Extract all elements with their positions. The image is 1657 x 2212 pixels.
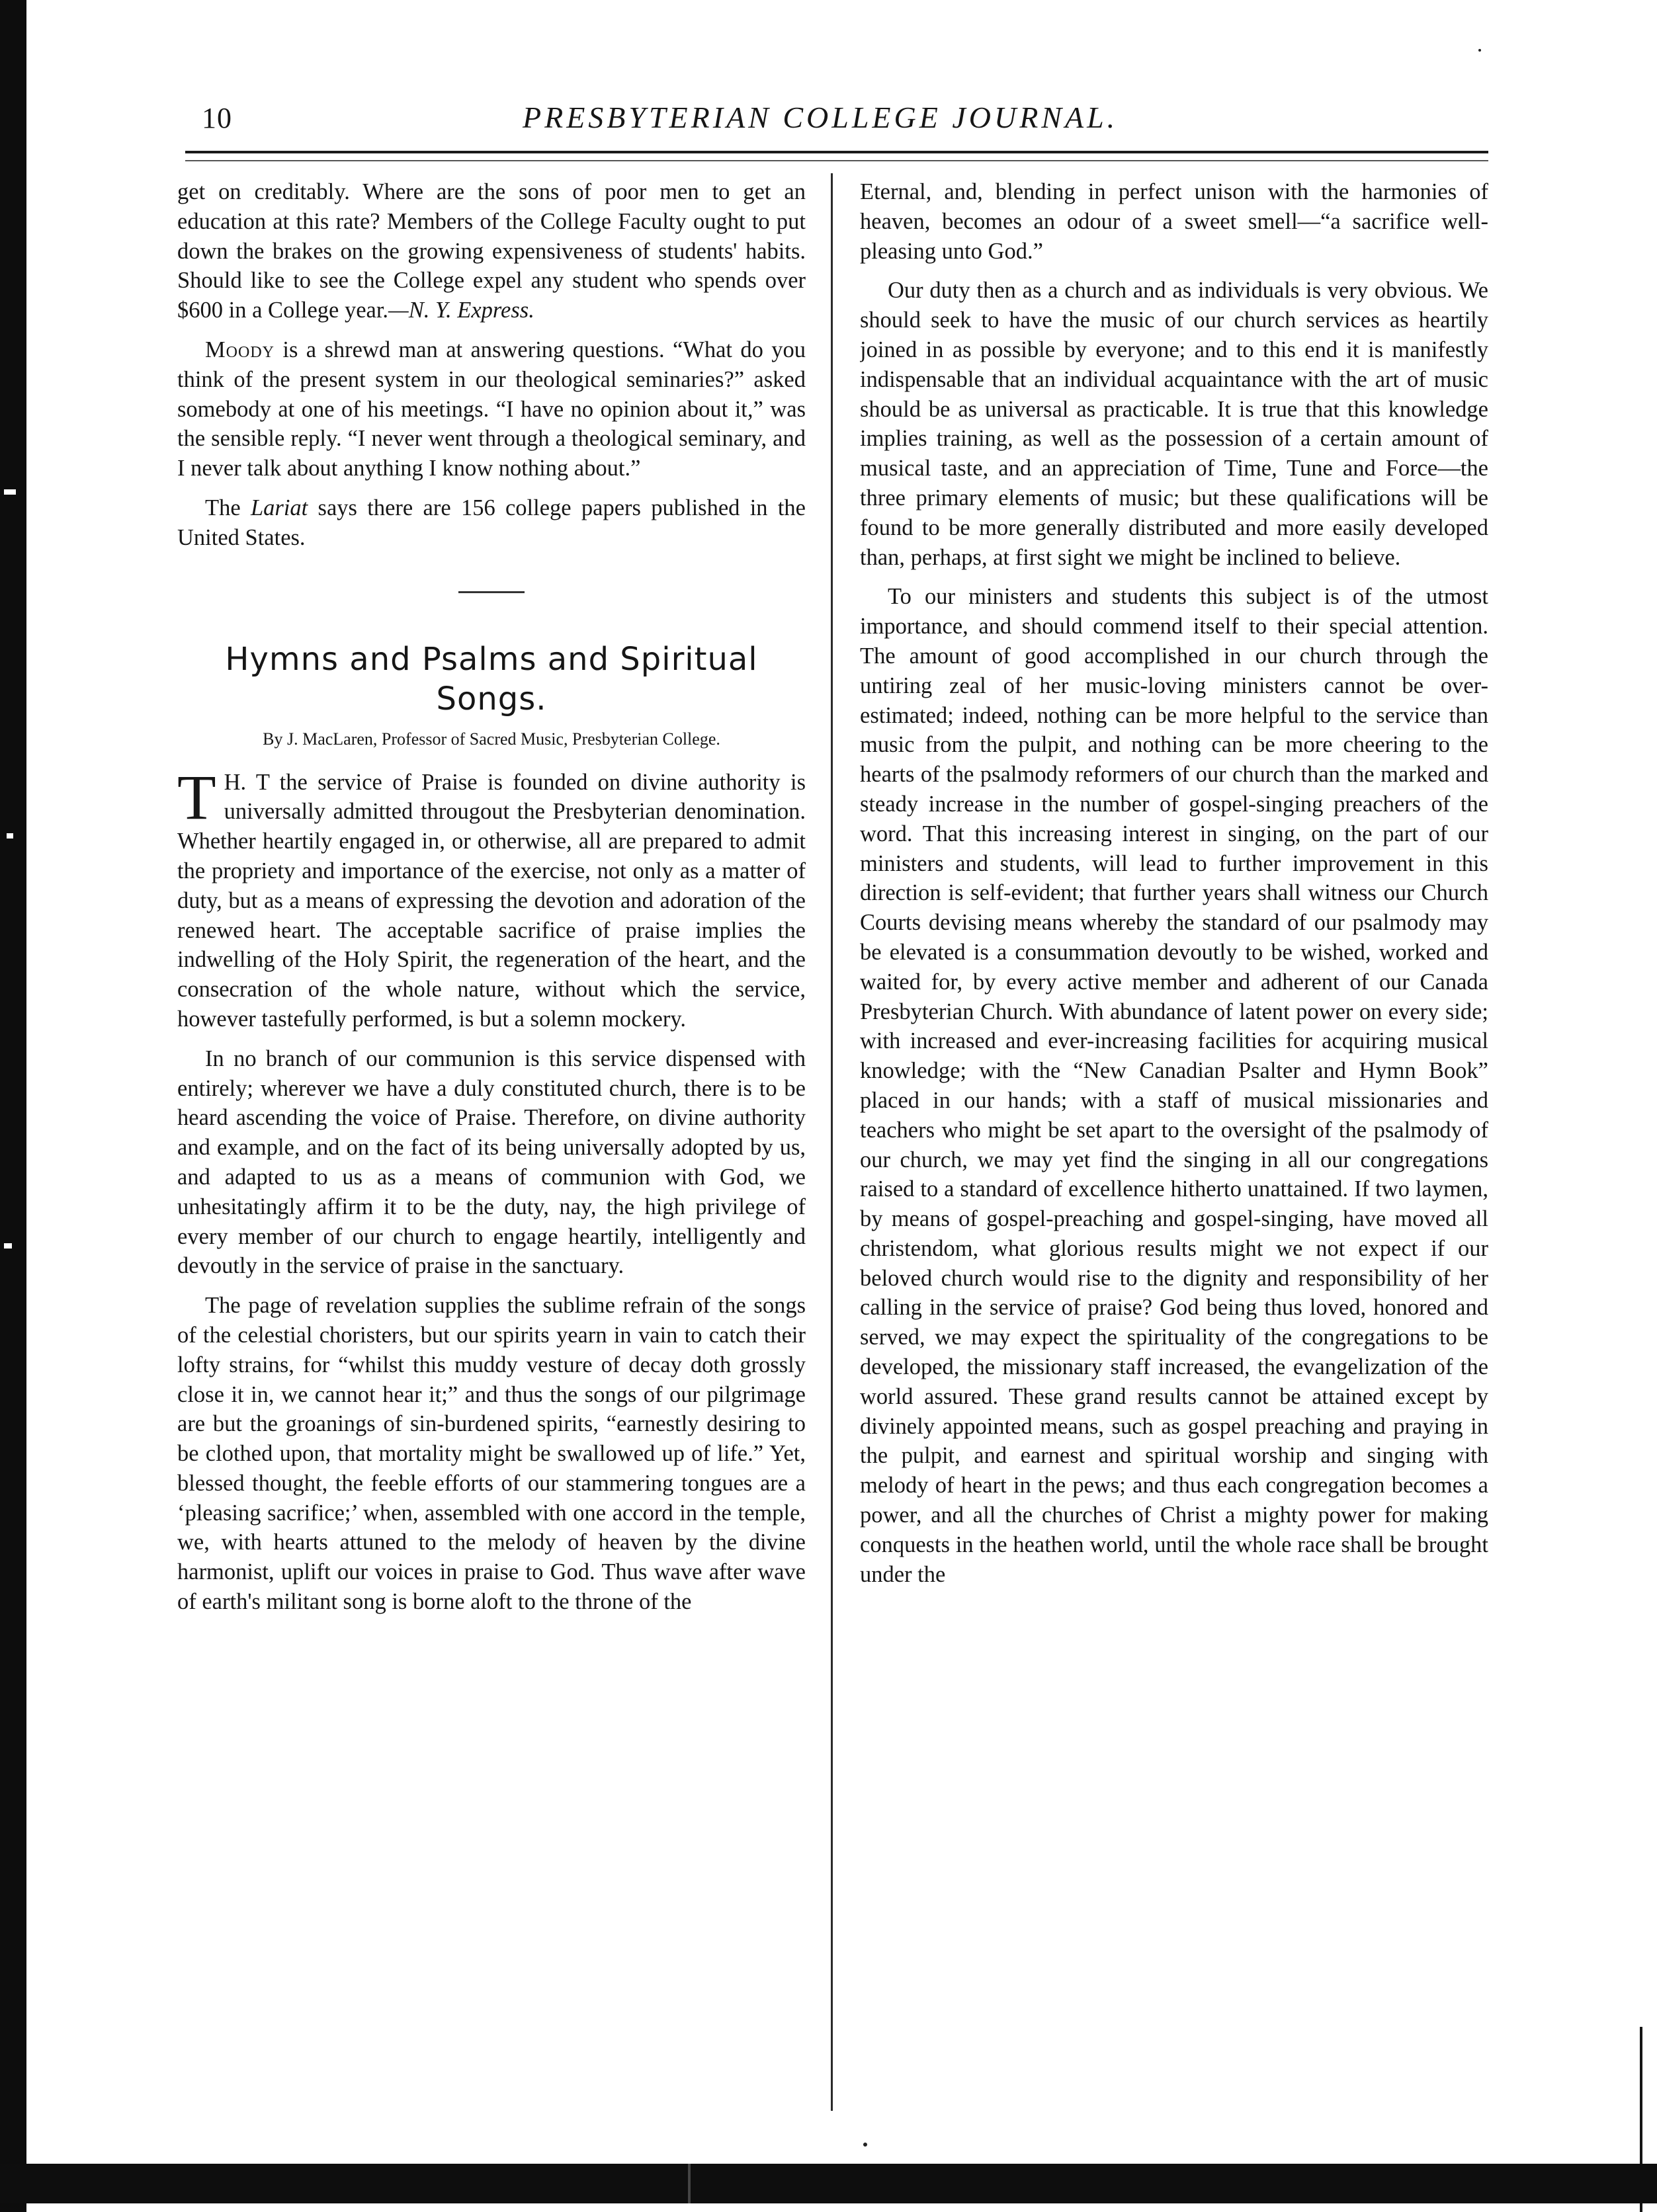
page-header: [179, 96, 1482, 142]
scan-dot: [1478, 49, 1481, 52]
paragraph: Our duty then as a church and as individuals is very obvious. We should seek to have the music of our church services as heartily joined in as possible by everyone; and to this end it is manifestly indispensable that an individual acquaintance with the art of music should be as universal as practicable. It is true that this knowledge implies training, as well as the possession of a certain amount of musical taste, and an appreciation of Time, Tune and Force—the three primary elements of music; but these qualifications will be found to be more generally distributed and more easily developed than, perhaps, at first sight we might be inclined to believe.: [860, 278, 1488, 570]
article-title: Hymns and Psalms and Spiritual Songs.: [225, 640, 758, 717]
paragraph: The page of revelation supplies the sublime refrain of the songs of the celestial choristers, but our spirits yearn in vain to catch their lofty strains, for “whilst this muddy vesture of decay doth grossly close it in, we cannot hear it;” and thus the songs of our pilgrimage are but the groanings of sin-burdened spirits, “earnestly desiring to be clothed upon, that mortality might be swallowed up of life.” Yet, blessed thought, the feeble efforts of our stammering tongues are a ‘pleasing sacrifice;’ when, assembled with one accord in the temple, we, with hearts attuned to the melody of heaven by the divine harmonist, uplift our voices in praise to God. Thus wave after wave of earth's militant song is borne aloft to the throne of the: [177, 1293, 806, 1615]
article-byline: By J. MacLaren, Professor of Sacred Music, Presbyterian College.: [263, 729, 720, 749]
scan-speck: [7, 833, 13, 839]
left-column: [177, 177, 806, 2151]
paragraph: [177, 761, 806, 1034]
paragraph-text: H. T the service of Praise is founded on divine authority is universally admitted througout the Presbyterian denomination. Whether heartily engaged in, or otherwise, all are prepared to admit the propriety and importance of the exercise, not only as a matter of duty, but as a means of expressing the devotion and adoration of the renewed heart. The acceptable sacrifice of praise implies the indwelling of the Holy Spirit, the regeneration of the heart, and the consecration of the whole nature, without which the service, however tastefully performed, is but a solemn mockery.: [177, 769, 806, 1032]
drop-cap: T: [177, 761, 216, 833]
header-rule: [185, 151, 1488, 161]
scan-left-edge: [0, 0, 26, 2212]
journal-title: PRESBYTERIAN COLLEGE JOURNAL.: [523, 101, 1119, 134]
scan-bottom-gap: [688, 2164, 691, 2203]
paper-name: Lariat: [250, 495, 308, 520]
page-number: 10: [202, 102, 232, 134]
paragraph: [177, 177, 806, 325]
paragraph-text: says there are 156 college papers published in the United States.: [177, 495, 806, 550]
scan-speck: [4, 1243, 12, 1249]
paragraph: To our ministers and students this subject is of the utmost importance, and should commend itself to their special attention. The amount of good accomplished in our church through the untiring zeal of her music-loving ministers cannot be over-estimated; indeed, nothing can be more helpful to the service than music from the pulpit, and nothing can be more cheering to the hearts of the psalmody reformers of our church than the marked and steady increase in the number of gospel-singing preachers of the word. That this increasing interest in singing, on the part of our ministers and students, will lead to further improvement in this direction is self-evident; that further years shall witness our Church Courts devising means whereby the standard of our psalmody may be elevated is a consummation devoutly to be wished, worked and waited for, by every active member and adherent of our Canada Presbyterian Church. With abundance of latent power on every side; with increased and ever-increasing facilities for acquiring musical knowledge; with the “New Canadian Psalter and Hymn Book” placed in our hands; with a staff of musical missionaries and teachers who might be set apart to the oversight of the psalmody of our church, we may yet find the singing in all our congregations raised to a standard of excellence hitherto unattained. If two laymen, by means of gospel-preaching and gospel-singing, have moved all christendom, what glorious results might we not expect if our beloved church would rise to the dignity and responsibility of her calling in the service of praise? God being thus loved, honored and served, we may expect the spirituality of the congregations to be developed, the missionary staff increased, the evangelization of the world assured. These grand results cannot be attained except by divinely appointed means, such as gospel preaching and praying in the pulpit, and earnest and spiritual worship and singing with melody of heart in the pews; and thus each congregation becomes a power, and all the churches of Christ a mighty power for making conquests in the heathen world, until the whole race shall be brought under the: [860, 584, 1488, 1587]
paragraph: In no branch of our communion is this service dispensed with entirely; wherever we have a duly constituted church, there is to be heard ascending the voice of Praise. Therefore, on divine authority and example, and on the fact of its being universally adopted by us, and adapted to us as a means of communion with God, we unhesitatingly affirm it to be the duty, nay, the high privilege of every member of our church to engage heartily, intelligently and devoutly in the service of praise in the sanctuary.: [177, 1045, 806, 1279]
paragraph: [177, 493, 806, 553]
lead-name: Moody: [205, 337, 275, 362]
paragraph: Eternal, and, blending in perfect unison with the harmonies of heaven, becomes an odour of a sweet smell—“a sacrifice well-pleasing unto God.”: [860, 179, 1488, 264]
scan-speck: [4, 489, 16, 495]
section-separator: [458, 591, 525, 593]
scan-bottom-edge: [0, 2164, 1657, 2203]
source-citation: —N. Y. Express.: [388, 298, 534, 323]
right-column: [860, 177, 1488, 2151]
paragraph: [177, 335, 806, 483]
paragraph-text: get on creditably. Where are the sons of poor men to get an education at this rate? Members of the College Faculty ought to put down the brakes on the growing expensiveness of students' habits. Should like to see the College expel any student who spends over $600 in a College year.: [177, 179, 806, 323]
paragraph-text: The: [205, 495, 251, 520]
paragraph-text: is a shrewd man at answering questions. “What do you think of the present system in our theological seminaries?” asked somebody at one of his meetings. “I have no opinion about it,” was the sensible reply. “I never went through a theological seminary, and I never talk about anything I know nothing about.”: [177, 337, 806, 481]
column-divider: [831, 173, 833, 2111]
